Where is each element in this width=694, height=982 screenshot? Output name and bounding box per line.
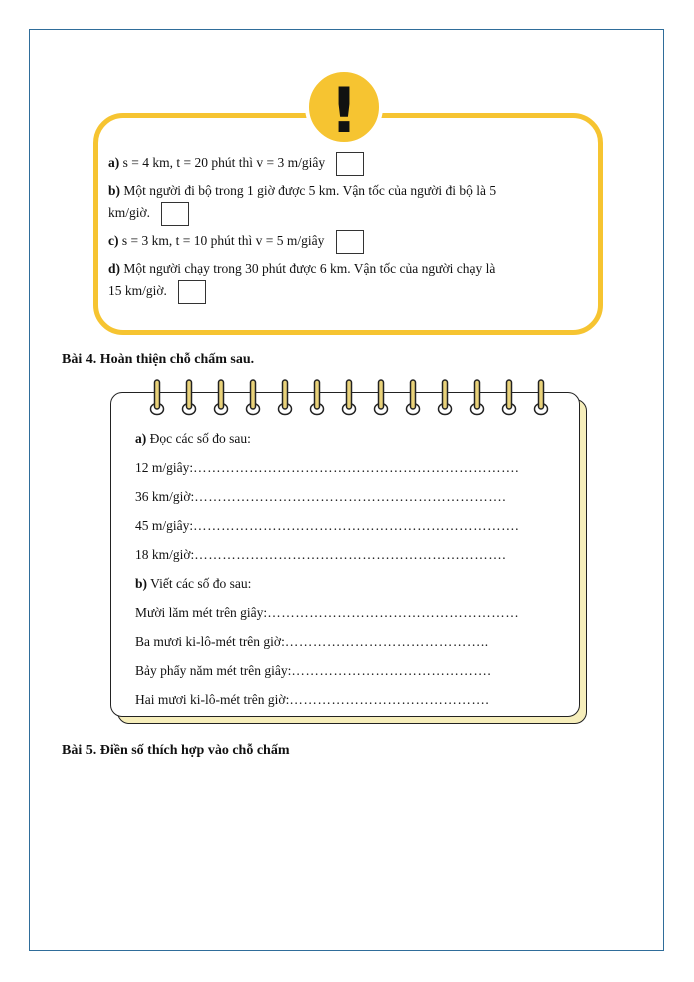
statement-b-label: b) [108, 183, 121, 198]
notebook-content [135, 428, 560, 718]
write-item-label: Mười lăm mét trên giây: [135, 605, 268, 620]
fill-in-dots[interactable]: …………………………………………………………. [194, 547, 507, 562]
fill-in-dots[interactable]: ……………………………………. [291, 663, 492, 678]
bai5-title: Bài 5. Điền số thích hợp vào chỗ chấm [62, 743, 290, 758]
statement-b-text-2: km/giờ. [108, 205, 151, 221]
statement-c-text: s = 3 km, t = 10 phút thì v = 5 m/giây [121, 233, 325, 249]
read-item-label: 18 km/giờ: [135, 547, 195, 562]
read-item-label: 36 km/giờ: [135, 489, 195, 504]
statement-a-label: a) [108, 155, 120, 171]
write-item[interactable] [135, 660, 560, 689]
answer-box-a[interactable] [336, 152, 364, 176]
fill-in-dots[interactable]: ……………………………………………… [267, 605, 520, 620]
statement-b [108, 180, 588, 202]
write-item-label: Bảy phẩy năm mét trên giây: [135, 663, 292, 678]
statement-c [108, 230, 588, 254]
statement-b-cont [108, 202, 588, 226]
exclamation-mark: ! [329, 74, 359, 147]
statement-c-label: c) [108, 233, 119, 249]
answer-box-d[interactable] [178, 280, 206, 304]
part-a-label: a) [135, 431, 147, 446]
statement-d-label: d) [108, 261, 121, 276]
answer-box-b[interactable] [161, 202, 189, 226]
fill-in-dots[interactable]: ……………………………………………………………. [193, 518, 519, 533]
read-item[interactable] [135, 486, 560, 515]
part-b-heading [135, 573, 560, 602]
read-item-label: 45 m/giây: [135, 518, 194, 533]
part-b-label: b) [135, 576, 148, 591]
part-a-text: Đọc các số đo sau: [149, 431, 251, 446]
answer-box-c[interactable] [336, 230, 364, 254]
fill-in-dots[interactable]: ……………………………………………………………. [193, 460, 519, 475]
read-item[interactable] [135, 544, 560, 573]
statement-d-cont [108, 280, 588, 304]
part-b-text: Viết các số đo sau: [150, 576, 252, 591]
fill-in-dots[interactable]: …………………………………….. [284, 634, 489, 649]
warning-items [108, 152, 588, 304]
exclamation-icon [303, 66, 385, 148]
notebook-rings-icon [140, 378, 560, 418]
statement-a-text: s = 4 km, t = 20 phút thì v = 3 m/giây [122, 155, 326, 171]
read-item[interactable] [135, 457, 560, 486]
statement-b-text: Một người đi bộ trong 1 giờ được 5 km. Vận tốc của người đi bộ là 5 [123, 183, 497, 198]
write-item[interactable] [135, 602, 560, 631]
write-item[interactable] [135, 689, 560, 718]
statement-d-text: Một người chạy trong 30 phút được 6 km. Vận tốc của người chạy là [123, 261, 496, 276]
statement-d-text-2: 15 km/giờ. [108, 283, 167, 299]
fill-in-dots[interactable]: …………………………………………………………. [194, 489, 507, 504]
statement-d [108, 258, 588, 280]
write-item-label: Ba mươi ki-lô-mét trên giờ: [135, 634, 285, 649]
part-a-heading [135, 428, 560, 457]
read-item-label: 12 m/giây: [135, 460, 194, 475]
statement-a [108, 152, 588, 176]
fill-in-dots[interactable]: ……………………………………. [289, 692, 490, 707]
bai4-title: Bài 4. Hoàn thiện chỗ chấm sau. [62, 352, 255, 367]
read-item[interactable] [135, 515, 560, 544]
write-item[interactable] [135, 631, 560, 660]
write-item-label: Hai mươi ki-lô-mét trên giờ: [135, 692, 290, 707]
